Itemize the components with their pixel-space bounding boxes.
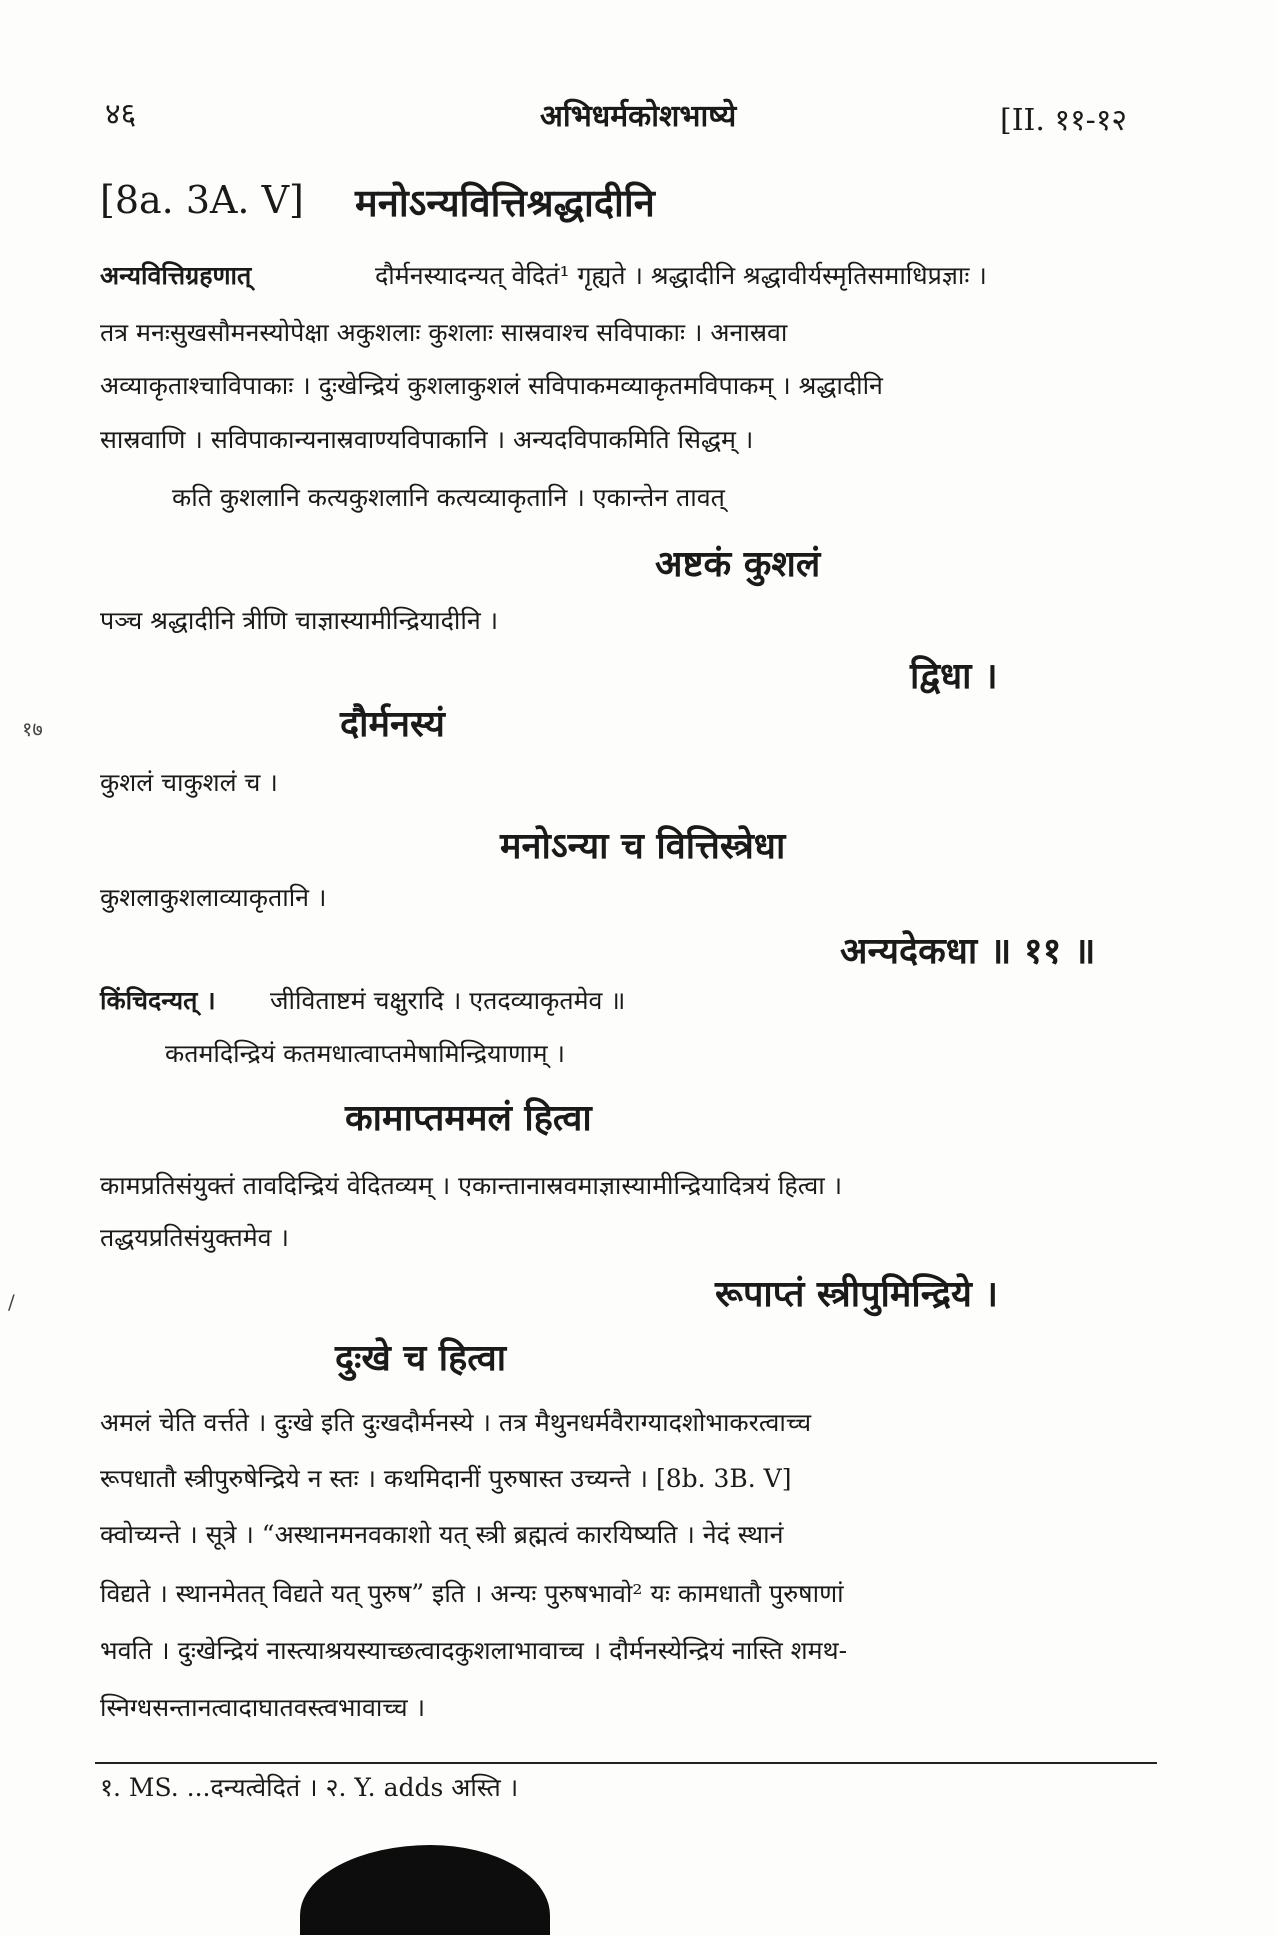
verse-line: अन्यदेकधा ॥ ११ ॥: [840, 930, 1096, 972]
text-line: जीविताष्टमं चक्षुरादि । एतदव्याकृतमेव ॥: [270, 986, 626, 1015]
verse-line: रूपाप्तं स्त्रीपुमिन्द्रिये ।: [715, 1273, 999, 1315]
section-title: मनोऽन्यवित्तिश्रद्धादीनि: [355, 180, 655, 225]
verse-line: द्विधा ।: [910, 655, 998, 697]
verse-line: अष्टकं कुशलं: [655, 543, 821, 585]
footnotes: १. MS. ...दन्यत्वेदितं । २. Y. adds अस्ति ।: [100, 1773, 519, 1802]
verse-line: मनोऽन्या च वित्तिस्त्रेधा: [500, 825, 786, 867]
text-line: तत्र मनःसुखसौमनस्योपेक्षा अकुशलाः कुशलाः सास्रवाश्च सविपाकाः । अनास्रवा: [100, 318, 788, 347]
verse-line: कामाप्तममलं हित्वा: [345, 1097, 592, 1139]
text-line: कति कुशलानि कत्यकुशलानि कत्यव्याकृतानि । एकान्तेन तावत्: [172, 483, 725, 512]
section-reference: [II. ११-१२: [1000, 103, 1128, 138]
footnote-divider: [95, 1762, 1157, 1764]
text-line: भवति । दुःखेन्द्रियं नास्त्याश्रयस्याच्छत्वादकुशलाभावाच्च । दौर्मनस्येन्द्रियं नास्ति शमथ-: [100, 1636, 848, 1665]
verse-line: दुःखे च हित्वा: [335, 1337, 507, 1379]
section-ref: [8a. 3A. V]: [100, 178, 304, 222]
text-line: तद्धयप्रतिसंयुक्तमेव ।: [100, 1223, 289, 1252]
text-line: कतमदिन्द्रियं कतमधात्वाप्तमेषामिन्द्रियाणाम् ।: [165, 1039, 565, 1068]
text-line: किंचिदन्यत् ।: [100, 986, 216, 1015]
running-title: अभिधर्मकोशभाष्ये: [540, 99, 737, 134]
text-line: कामप्रतिसंयुक्तं तावदिन्द्रियं वेदितव्यम् । एकान्तानास्रवमाज्ञास्यामीन्द्रियादित्रयं हित्वा ।: [100, 1171, 843, 1200]
text-line: कुशलं चाकुशलं च ।: [100, 768, 278, 797]
margin-mark: /: [8, 1290, 15, 1314]
ink-blot: [300, 1845, 550, 1935]
text-line: अमलं चेति वर्त्तते । दुःखे इति दुःखदौर्मनस्ये । तत्र मैथुनधर्मवैराग्यादशोभाकरत्वाच्च: [100, 1408, 812, 1437]
text-line: विद्यते । स्थानमेतत् विद्यते यत् पुरुष” इति । अन्यः पुरुषभावो² यः कामधातौ पुरुषाणां: [100, 1579, 844, 1608]
text-line: दौर्मनस्यादन्यत् वेदितं¹ गृह्यते । श्रद्धादीनि श्रद्धावीर्यस्मृतिसमाधिप्रज्ञाः ।: [375, 261, 987, 290]
text-line: सास्रवाणि । सविपाकान्यनास्रवाण्यविपाकानि । अन्यदविपाकमिति सिद्धम् ।: [100, 425, 754, 454]
verse-line: दौर्मनस्यं: [340, 703, 445, 745]
text-line: क्वोच्यन्ते । सूत्रे । “अस्थानमनवकाशो यत् स्त्री ब्रह्मत्वं कारयिष्यति । नेदं स्थानं: [100, 1520, 784, 1549]
text-line: रूपधातौ स्त्रीपुरुषेन्द्रिये न स्तः । कथमिदानीं पुरुषास्त उच्यन्ते । [8b. 3B. V]: [100, 1464, 792, 1493]
text-line: पञ्च श्रद्धादीनि त्रीणि चाज्ञास्यामीन्द्रियादीनि ।: [100, 606, 499, 635]
text-line: अन्यवित्तिग्रहणात्: [100, 261, 252, 290]
text-line: स्निग्धसन्तानत्वादाघातवस्त्वभावाच्च ।: [100, 1693, 426, 1722]
margin-number: १७: [22, 717, 43, 741]
text-line: अव्याकृताश्चाविपाकाः । दुःखेन्द्रियं कुशलाकुशलं सविपाकमव्याकृतमविपाकम् । श्रद्धादीनि: [100, 371, 883, 400]
text-line: कुशलाकुशलाव्याकृतानि ।: [100, 883, 327, 912]
page-number: ४६: [105, 97, 137, 132]
